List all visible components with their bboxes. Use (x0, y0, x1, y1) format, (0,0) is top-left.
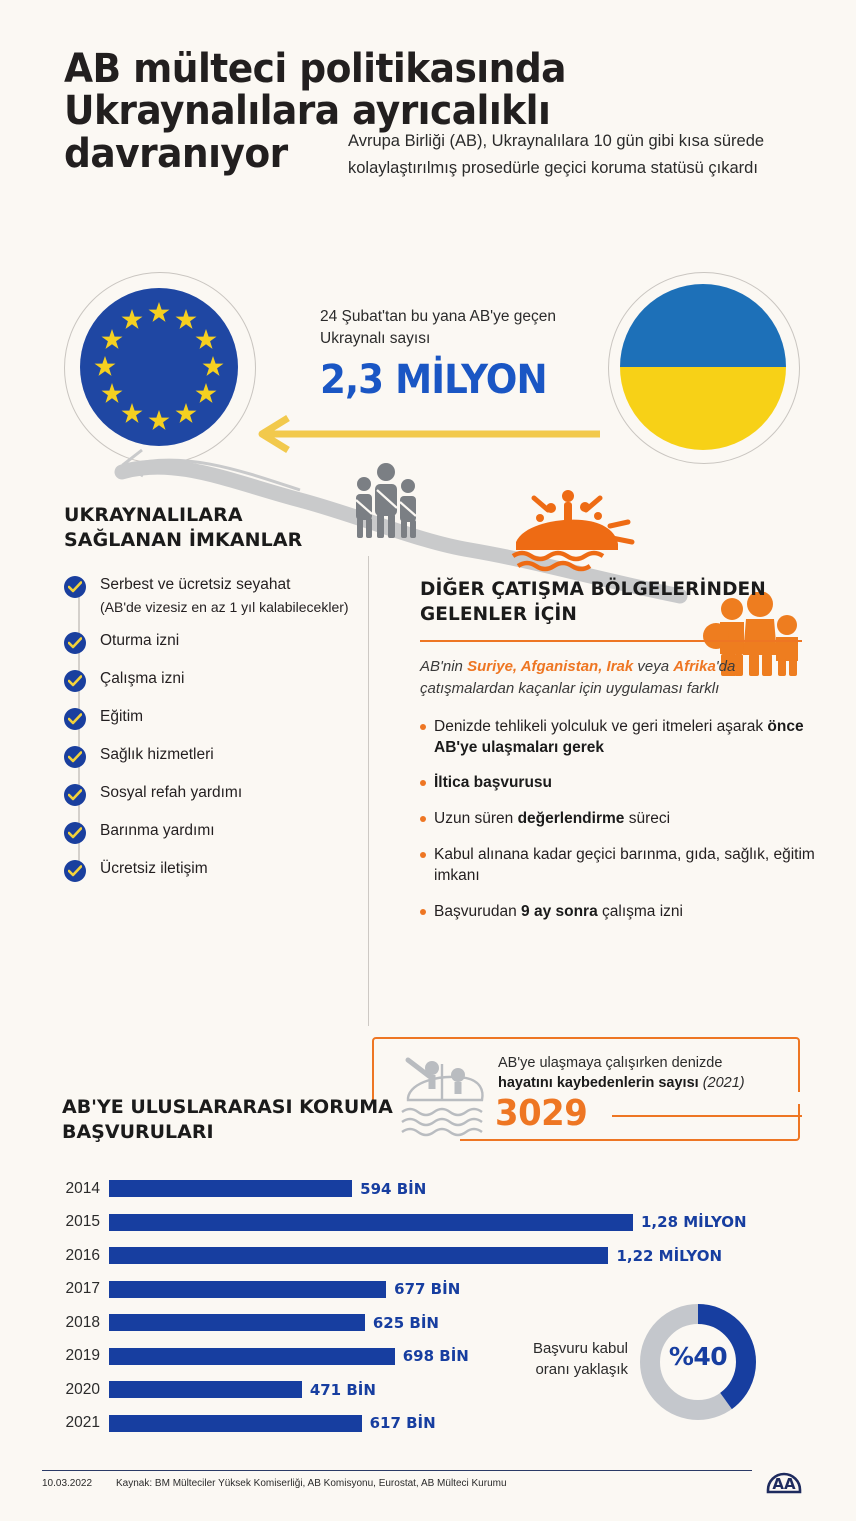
benefit-label: Sosyal refah yardımı (100, 784, 243, 802)
benefit-label: Sağlık hizmetleri (100, 746, 214, 764)
intro-pre: AB'nin (420, 657, 468, 675)
bar-rect (109, 1247, 608, 1264)
footer-date: 10.03.2022 (42, 1478, 93, 1489)
table-row (36, 1172, 796, 1206)
intro-post: 'da çatışmalardan kaçanlar için uygulaması farklı (420, 657, 736, 698)
intro-highlight-countries: Suriye, Afganistan, Irak (467, 657, 634, 675)
intro-mid: veya (633, 657, 674, 675)
sea-deaths-text (498, 1053, 798, 1094)
list-item (64, 707, 354, 730)
list-item (64, 669, 354, 692)
procedure-bullet-list (420, 717, 820, 922)
check-circle-icon (64, 746, 86, 768)
check-circle-icon (64, 708, 86, 730)
bar-rect (109, 1281, 386, 1298)
check-circle-icon (64, 822, 86, 844)
other-conflict-zones-section (420, 578, 820, 937)
bullet-pre: Denizde tehlikeli yolculuk ve geri itmeleri aşarak (434, 717, 768, 735)
bar-rect (109, 1348, 395, 1365)
bar-category-label: 2017 (65, 1280, 100, 1298)
check-circle-icon (64, 784, 86, 806)
bar-value-label: 617 BİN (369, 1414, 436, 1433)
bar-value-label: 471 BİN (309, 1380, 376, 1399)
footer-source: Kaynak: BM Mülteciler Yüksek Komiserliği, AB Komisyonu, Eurostat, AB Mülteci Kurumu (116, 1478, 507, 1489)
bar-value-label: 698 BİN (402, 1347, 469, 1366)
benefit-label: Eğitim (100, 708, 144, 726)
bullet-pre: Uzun süren (434, 810, 518, 828)
bar-rect (109, 1214, 633, 1231)
check-circle-icon (64, 860, 86, 882)
bullet-bold: İltica başvurusu (434, 774, 553, 792)
footer-divider (42, 1470, 752, 1471)
list-item (64, 859, 354, 882)
chart-title: AB'YE ULUSLARARASI KORUMA BAŞVURULARI (62, 1096, 393, 1144)
bar-category-label: 2015 (65, 1213, 100, 1231)
orange-rule (420, 640, 802, 642)
list-item (64, 631, 354, 654)
bullet-bold: 9 ay sonra (521, 902, 598, 920)
list-item (64, 821, 354, 844)
bullet-pre: Kabul alınana kadar geçici barınma, gıda, sağlık, eğitim imkanı (434, 846, 815, 884)
deaths-underline (612, 1115, 802, 1117)
benefit-note: (AB'de vizesiz en az 1 yıl kalabilecekler) (100, 598, 349, 615)
title-line-3: davranıyor (64, 130, 288, 177)
subtitle: Avrupa Birliği (AB), Ukraynalılara 10 gün gibi kısa sürede kolaylaştırılmış prosedürle geçici koruma statüsü çıkardı (348, 132, 765, 177)
bar-category-label: 2018 (65, 1313, 100, 1331)
deaths-line1: AB'ye ulaşmaya çalışırken denizde (498, 1055, 723, 1071)
check-circle-icon (64, 576, 86, 598)
aa-logo-icon (764, 1458, 804, 1498)
title-line-2: Ukraynalılara ayrıcalıklı (64, 88, 551, 135)
bar-value-label: 1,28 MİLYON (641, 1213, 747, 1232)
bullet-post: süreci (624, 810, 671, 828)
table-row (36, 1239, 796, 1273)
check-circle-icon (64, 632, 86, 654)
benefit-label: Ücretsiz iletişim (100, 860, 208, 878)
deaths-year: (2021) (698, 1075, 745, 1092)
sinking-boat-icon (388, 1048, 496, 1148)
list-item (420, 902, 820, 923)
list-item (420, 809, 820, 830)
list-item (420, 773, 820, 794)
bar-value-label: 594 BİN (360, 1179, 427, 1198)
left-column-heading: UKRAYNALILARA SAĞLANAN İMKANLAR (64, 504, 303, 552)
list-item (64, 783, 354, 806)
bullet-pre: Başvurudan (434, 902, 522, 920)
bullet-post: çalışma izni (597, 902, 683, 920)
bar-rect (109, 1415, 362, 1432)
bar-category-label: 2021 (65, 1414, 100, 1432)
bullet-bold: önce AB'ye ulaşmaları gerek (434, 717, 804, 756)
benefit-label: Oturma izni (100, 632, 180, 650)
bar-value-label: 677 BİN (394, 1280, 461, 1299)
title-line-1: AB mülteci politikasında (64, 46, 566, 92)
benefits-list (64, 575, 354, 882)
ukrainians-benefits-section (64, 503, 354, 897)
table-row (36, 1206, 796, 1240)
benefit-label: Çalışma izni (100, 670, 185, 688)
bar-rect (109, 1381, 302, 1398)
crossing-value: 2,3 MİLYON (320, 356, 547, 403)
sea-deaths-value: 3029 (495, 1093, 588, 1134)
right-column-heading: DİĞER ÇATIŞMA BÖLGELERİNDEN GELENLER İÇİN (420, 579, 766, 625)
bar-category-label: 2014 (65, 1179, 100, 1197)
bar-rect (109, 1180, 352, 1197)
column-divider (368, 556, 369, 1026)
bar-value-label: 1,22 MİLYON (616, 1246, 723, 1265)
list-item (420, 717, 820, 759)
check-circle-icon (64, 670, 86, 692)
bar-category-label: 2020 (65, 1380, 100, 1398)
benefit-label: Serbest ve ücretsiz seyahat (100, 576, 291, 594)
donut-value: %40 (668, 1342, 728, 1371)
bar-category-label: 2019 (65, 1347, 100, 1365)
list-item (64, 575, 354, 616)
crossing-label: 24 Şubat'tan bu yana AB'ye geçen Ukraynalı sayısı (320, 308, 557, 348)
bar-rect (109, 1314, 365, 1331)
donut-label: Başvuru kabul oranı yaklaşık (532, 1340, 628, 1379)
benefit-label: Barınma yardımı (100, 822, 215, 840)
bullet-bold: değerlendirme (517, 810, 625, 828)
migrant-boat-icon (513, 490, 632, 569)
bar-value-label: 625 BİN (372, 1313, 439, 1332)
deaths-line2-bold: hayatını kaybedenlerin sayısı (498, 1075, 699, 1092)
svg-text:AA: AA (772, 1475, 796, 1493)
bar-category-label: 2016 (65, 1246, 100, 1264)
intro-highlight-africa: Afrika (673, 657, 716, 675)
list-item (64, 745, 354, 768)
list-item (420, 845, 820, 887)
intro-paragraph (420, 656, 820, 701)
box-notch-mask-right (700, 1092, 802, 1104)
